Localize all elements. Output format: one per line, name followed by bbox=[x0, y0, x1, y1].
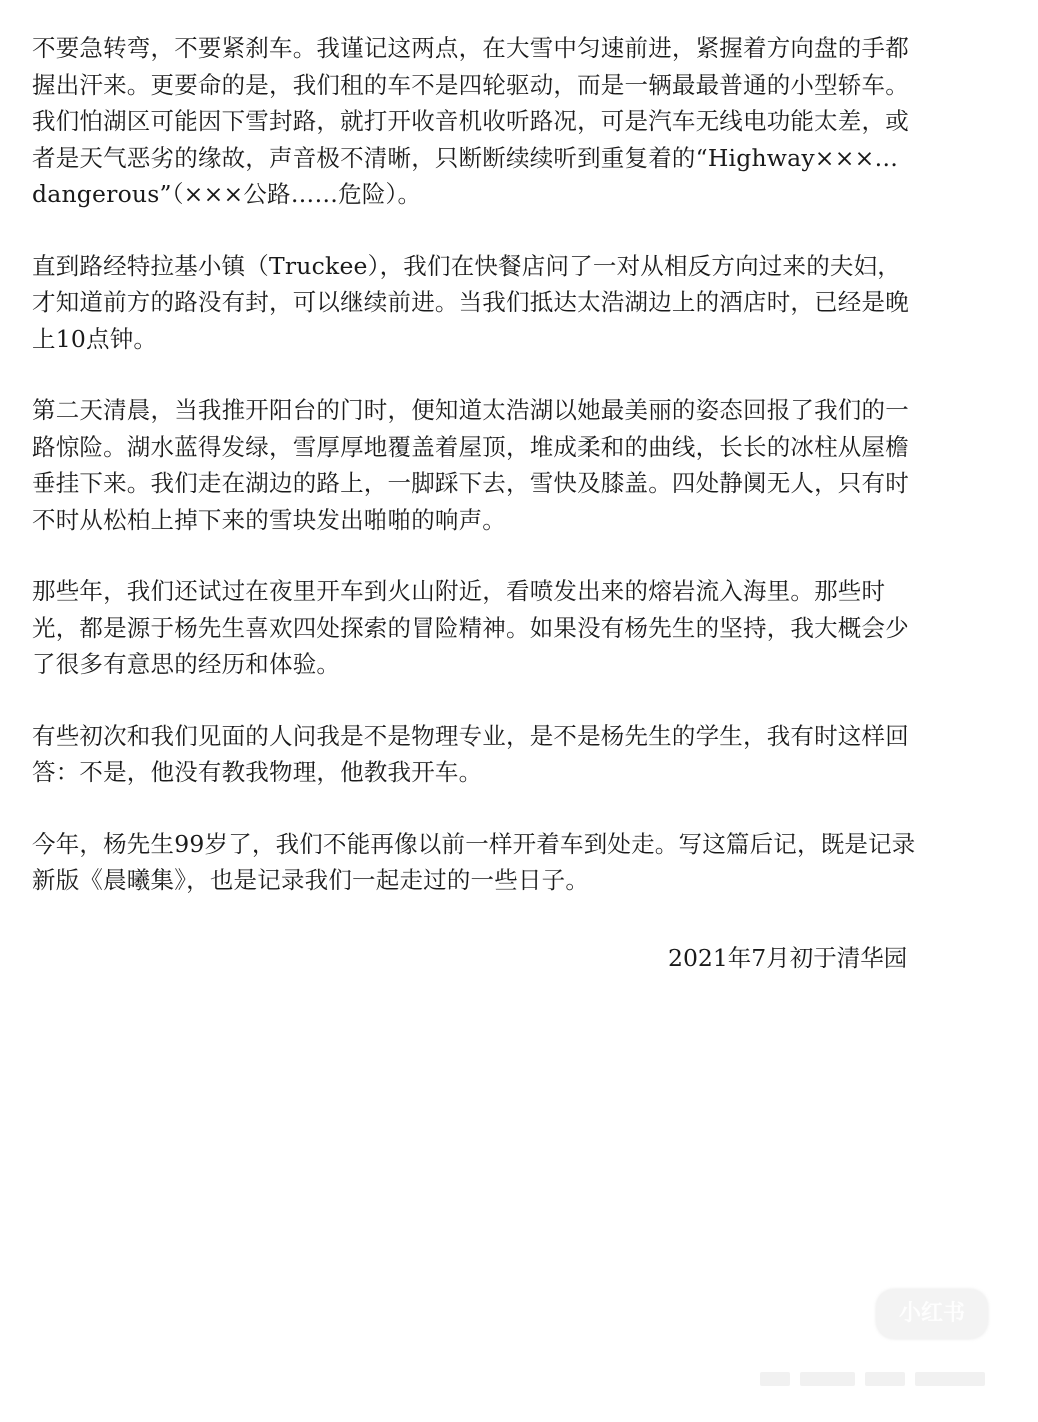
paragraph-2 bbox=[32, 248, 1007, 358]
paragraph-line: 路惊险。湖水蓝得发绿，雪厚厚地覆盖着屋顶，堆成柔和的曲线，长长的冰柱从屋檐 bbox=[32, 432, 909, 461]
paragraph-line: 才知道前方的路没有封，可以继续前进。当我们抵达太浩湖边上的酒店时，已经是晚 bbox=[32, 288, 909, 316]
faint-mark bbox=[865, 1372, 905, 1386]
faint-mark bbox=[800, 1372, 855, 1386]
bottom-faint-marks bbox=[760, 1372, 1010, 1390]
paragraph-line: 垂挂下来。我们走在湖边的路上，一脚踩下去，雪快及膝盖。四处静阒无人，只有时 bbox=[32, 469, 909, 497]
paragraph-5 bbox=[32, 718, 1007, 791]
paragraph-line: 光，都是源于杨先生喜欢四处探索的冒险精神。如果没有杨先生的坚持，我大概会少 bbox=[32, 613, 909, 642]
paragraph-line: 握出汗来。更要命的是，我们租的车不是四轮驱动，而是一辆最最普通的小型轿车。 bbox=[32, 70, 909, 99]
paragraph-line: 直到路经特拉基小镇（Truckee），我们在快餐店问了一对从相反方向过来的夫妇， bbox=[32, 251, 902, 280]
paragraph-4 bbox=[32, 573, 1007, 683]
paragraph-line: 不时从松柏上掉下来的雪块发出啪啪的响声。 bbox=[32, 505, 506, 534]
paragraph-line: 了很多有意思的经历和体验。 bbox=[32, 650, 341, 678]
paragraph-line: 今年，杨先生99岁了，我们不能再像以前一样开着车到处走。写这篇后记，既是记录 bbox=[32, 829, 916, 858]
document-body bbox=[32, 30, 1007, 934]
paragraph-line: 上10点钟。 bbox=[32, 324, 158, 353]
signature-date-place: 2021年7月初于清华园 bbox=[668, 944, 908, 972]
paragraph-line: 新版《晨曦集》，也是记录我们一起走过的一些日子。 bbox=[32, 866, 590, 894]
paragraph-line: 者是天气恶劣的缘故，声音极不清晰，只断断续续听到重复着的“Highway×××… bbox=[32, 143, 899, 172]
faint-mark bbox=[915, 1372, 985, 1386]
paragraph-6 bbox=[32, 826, 1007, 899]
paragraph-line: 不要急转弯，不要紧刹车。我谨记这两点，在大雪中匀速前进，紧握着方向盘的手都 bbox=[32, 34, 909, 62]
paragraph-line: 答：不是，他没有教我物理，他教我开车。 bbox=[32, 758, 483, 786]
watermark-logo: 小红书 bbox=[876, 1289, 988, 1339]
paragraph-3 bbox=[32, 392, 1007, 538]
paragraph-line: dangerous”（×××公路……危险）。 bbox=[32, 180, 422, 208]
paragraph-line: 第二天清晨，当我推开阳台的门时，便知道太浩湖以她最美丽的姿态回报了我们的一 bbox=[32, 396, 909, 424]
paragraph-1 bbox=[32, 30, 1007, 213]
paragraph-line: 那些年，我们还试过在夜里开车到火山附近，看喷发出来的熔岩流入海里。那些时 bbox=[32, 577, 886, 605]
paragraph-line: 我们怕湖区可能因下雪封路，就打开收音机收听路况，可是汽车无线电功能太差，或 bbox=[32, 107, 909, 135]
paragraph-line: 有些初次和我们见面的人问我是不是物理专业，是不是杨先生的学生，我有时这样回 bbox=[32, 721, 909, 750]
faint-mark bbox=[760, 1372, 790, 1386]
